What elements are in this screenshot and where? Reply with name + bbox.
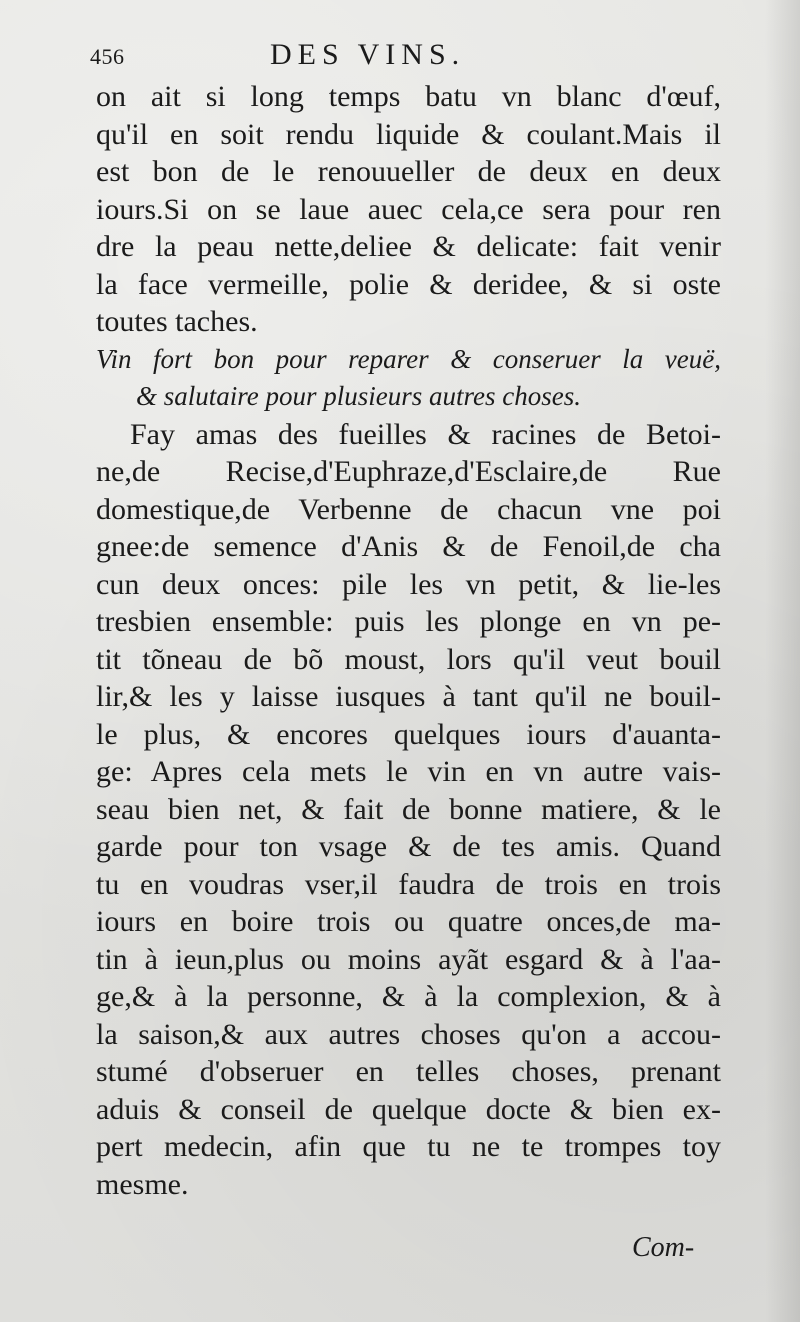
text-line: domestique,de Verbenne de chacun vne poi (96, 492, 721, 526)
text-line: le plus, & encores quelques iours d'auanta- (96, 717, 721, 751)
text-line: tu en voudras vser,il faudra de trois en trois (96, 867, 721, 901)
text-line: est bon de le renouueller de deux en deux (96, 155, 721, 188)
text-line: on ait si long temps batu vn blanc d'œuf, (96, 80, 721, 113)
heading-line: & salutaire pour plusieurs autres choses. (136, 381, 581, 411)
heading-line: Vin fort bon pour reparer & conseruer la veuë, (96, 343, 721, 374)
text-line: pert medecin, afin que tu ne te trompes toy (96, 1130, 721, 1163)
text-line: tin à ieun,plus ou moins ayãt esgard & à l'aa- (96, 942, 721, 976)
text-line: aduis & conseil de quelque docte & bien ex- (96, 1092, 721, 1126)
text-block (96, 78, 721, 1203)
running-head: DES VINS. (270, 38, 466, 71)
text-line: qu'il en soit rendu liquide & coulant.Mais il (96, 117, 721, 151)
text-line: toutes taches. (96, 305, 258, 338)
text-line: garde pour ton vsage & de tes amis. Quand (96, 830, 721, 863)
text-line: tit tõneau de bõ moust, lors qu'il veut bouil (96, 642, 721, 676)
intro-paragraph (96, 78, 721, 341)
text-line: cun deux onces: pile les vn petit, & lie-les (96, 567, 721, 601)
text-line: dre la peau nette,deliee & delicate: fait venir (96, 230, 721, 263)
catchword: Com- (632, 1232, 695, 1263)
text-line: gnee:de semence d'Anis & de Fenoil,de cha (96, 530, 721, 563)
text-line: la face vermeille, polie & deridee, & si oste (96, 267, 721, 301)
text-line: tresbien ensemble: puis les plonge en vn pe- (96, 605, 721, 638)
text-line: iours en boire trois ou quatre onces,de ma- (96, 905, 721, 938)
text-line: Fay amas des fueilles & racines de Betoi- (130, 417, 721, 451)
text-line: lir,& les y laisse iusques à tant qu'il ne bouil- (96, 680, 721, 713)
text-line: la saison,& aux autres choses qu'on a accou- (96, 1017, 721, 1051)
text-line: iours.Si on se laue auec cela,ce sera pour ren (96, 192, 721, 226)
text-line: mesme. (96, 1167, 189, 1201)
text-line: seau bien net, & fait de bonne matiere, & le (96, 792, 721, 826)
page-number: 456 (90, 44, 125, 69)
text-line: ge: Apres cela mets le vin en vn autre vais- (96, 755, 721, 788)
text-line: ne,de Recise,d'Euphraze,d'Esclaire,de Rue (96, 455, 721, 488)
page-edge-shadow (765, 0, 800, 1322)
text-line: ge,& à la personne, & à la complexion, & à (96, 980, 721, 1013)
section-heading (96, 341, 721, 416)
recipe-paragraph (96, 416, 721, 1204)
text-line: stumé d'obseruer en telles choses, prenant (96, 1055, 721, 1088)
